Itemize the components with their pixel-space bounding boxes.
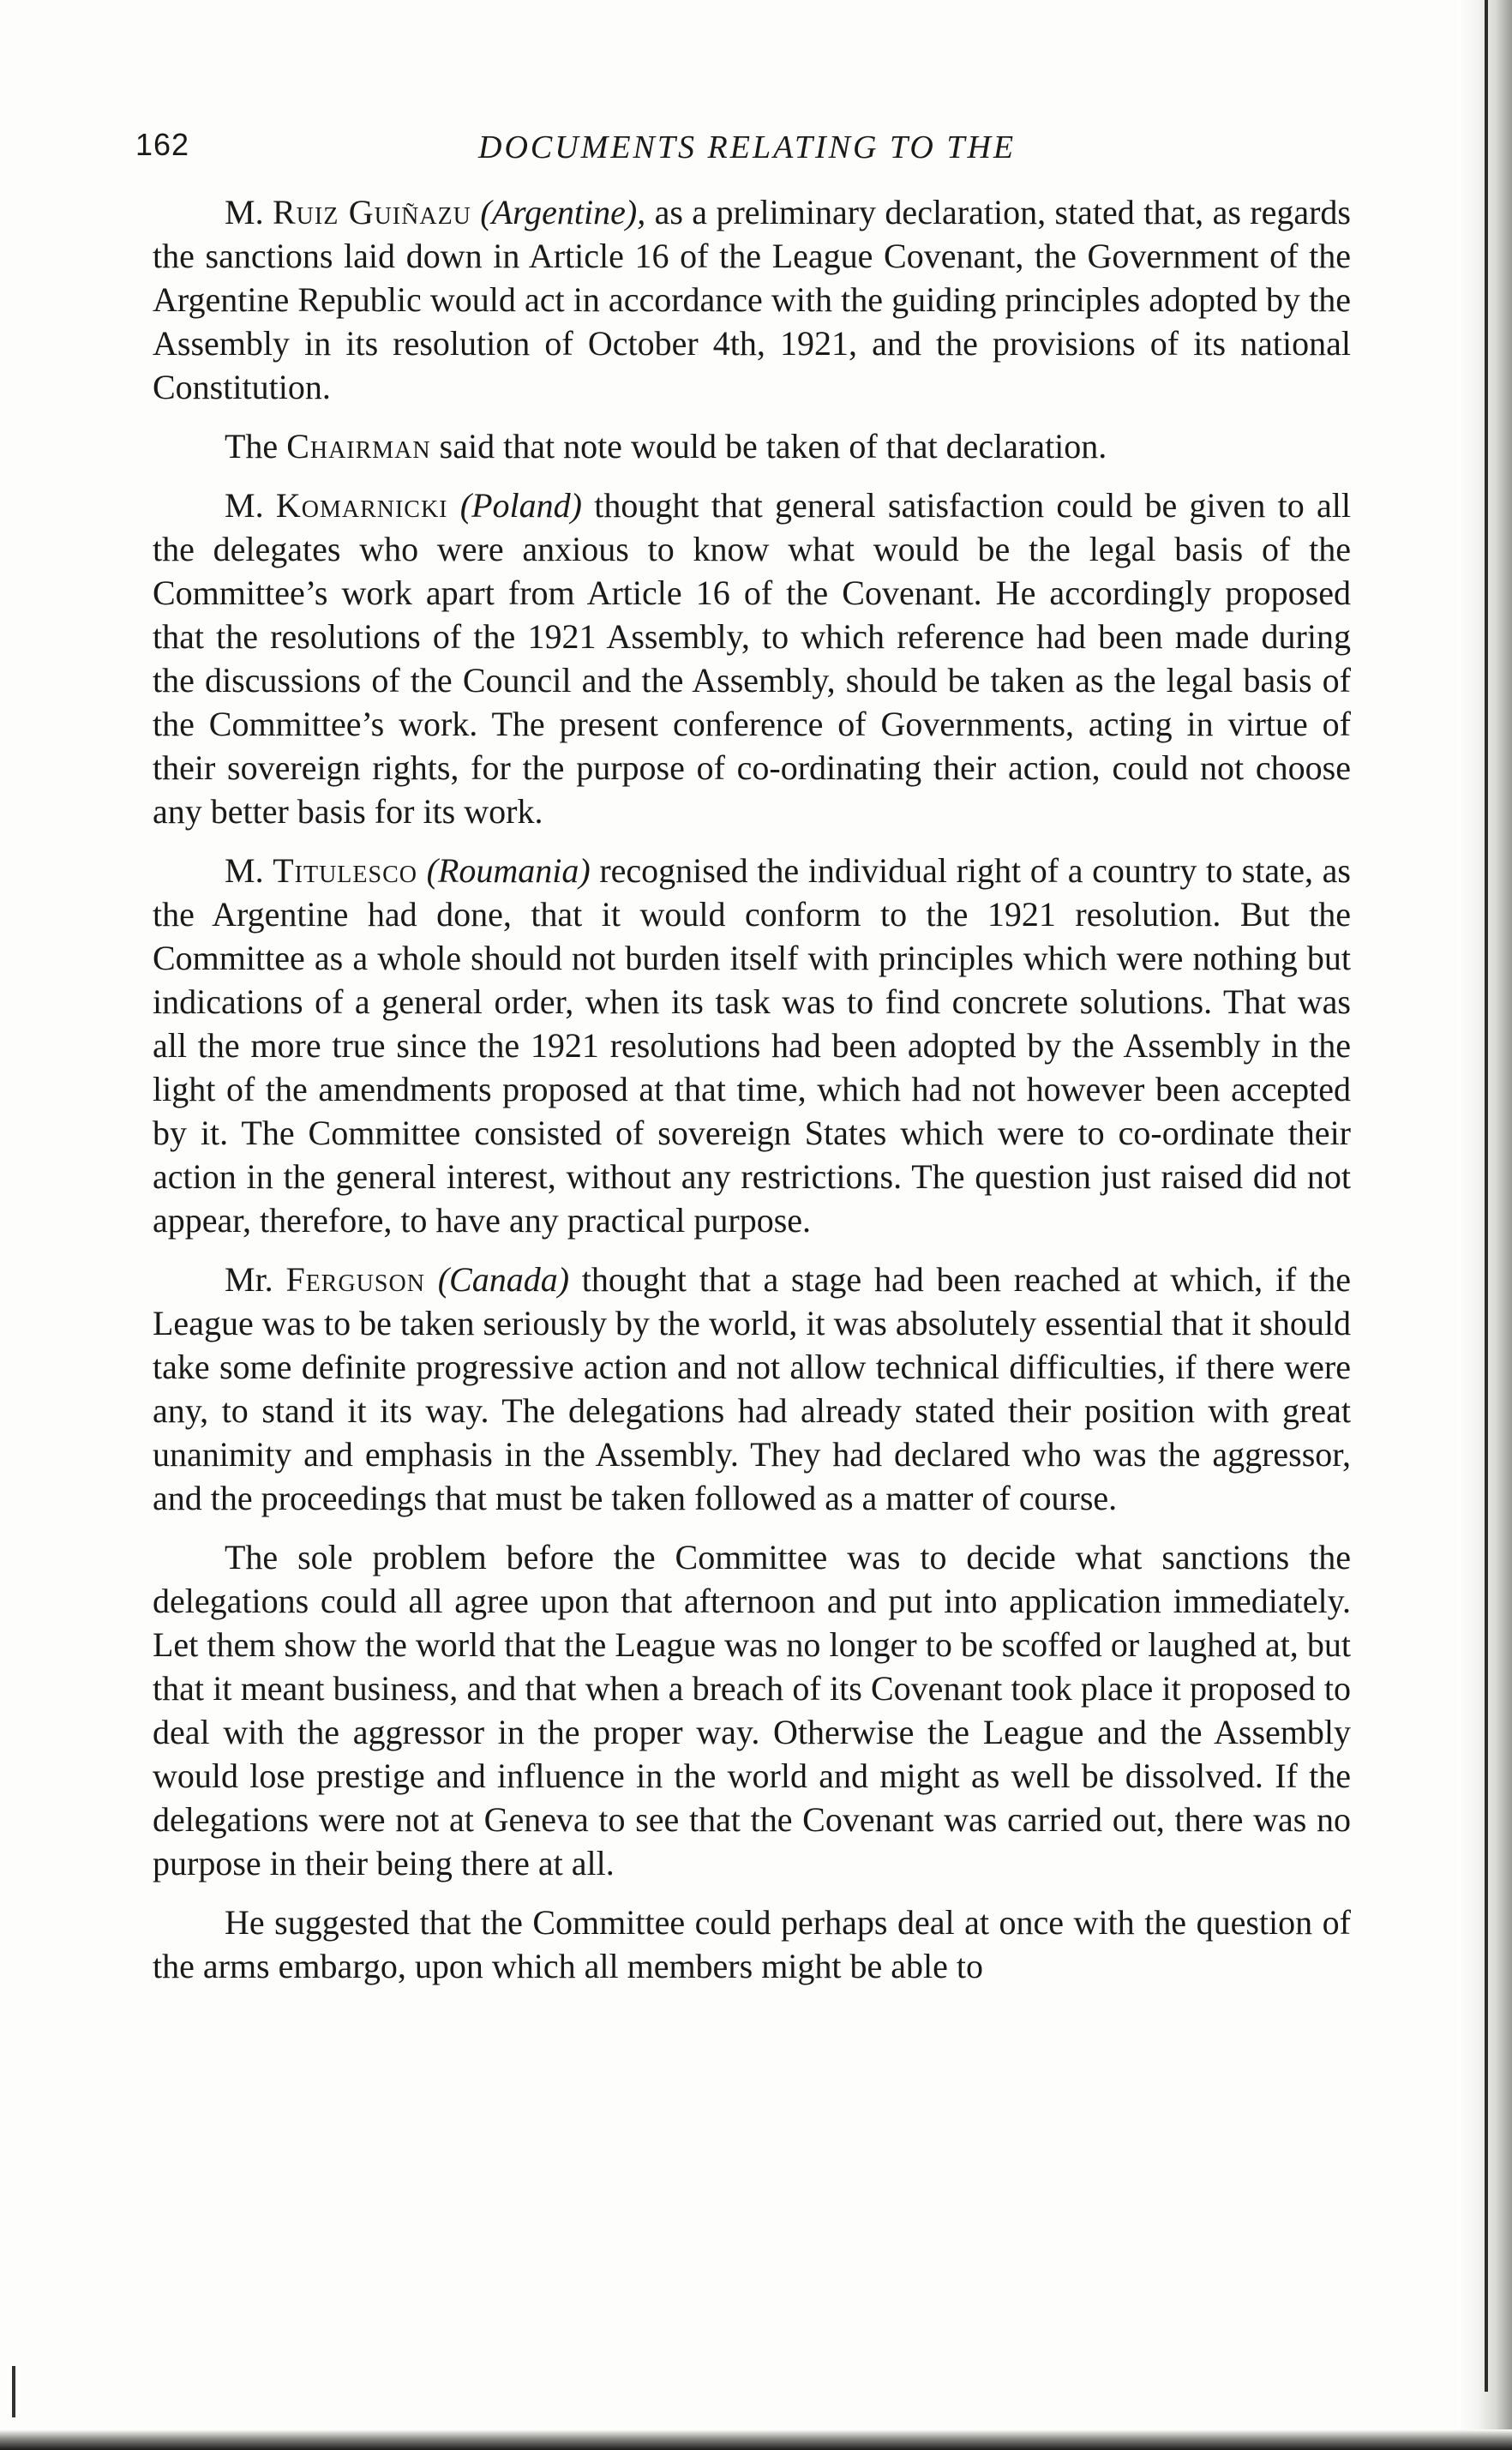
paragraph-ferguson [153, 1258, 1351, 1520]
speaker-name: Ferguson [285, 1260, 425, 1299]
speaker-country: (Poland) [459, 486, 582, 525]
paragraph-text: He suggested that the Committee could perhaps deal at once with the question of the arms embargo, upon which all members might be able to [153, 1903, 1351, 1985]
paragraph-komarnicki [153, 483, 1351, 833]
paragraph-text: The sole problem before the Committee was to decide what sanctions the delegations could all agree upon that afternoon and put into application immediately. Let them show the world that the League was no longer to be scoffed or laughed at, but that it meant business, and that when a breach of its Covenant took place it proposed to deal with the aggressor in the proper way. Otherwise the League and the Assembly would lose prestige and influence in the world and might as well be dissolved. If the delegations were not at Geneva to see that the Covenant was carried out, there was no purpose in their being there at all. [153, 1538, 1351, 1883]
paragraph-prefix: M. [225, 486, 276, 525]
paragraph-text: as a preliminary declaration, stated that, as regards the sanctions laid down in Article 16 of the League Covenant, the Government of the Argentine Republic would act in accordance with the guiding principles adopted by the Assembly in its resolution of October 4th, 1921, and the provisions of its national Constitution. [153, 193, 1352, 406]
paragraph-sole-problem [153, 1535, 1351, 1885]
speaker-country: (Argentine), [480, 193, 646, 231]
paragraph-chairman [153, 424, 1351, 468]
page-header [135, 127, 1378, 175]
paragraph-text: recognised the individual right of a country to state, as the Argentine had done, that it would conform to the 1921 resolution. But the Committee as a whole should not burden itself with principles which were nothing but indications of a general order, when its task was to find concrete solutions. That was all the more true since the 1921 resolutions had been adopted by the Assembly in the light of the amendments proposed at that time, which had not however been accepted by it. The Committee consisted of sovereign States which were to co-ordinate their action in the general interest, without any restrictions. The question just raised did not appear, therefore, to have any practical purpose. [153, 851, 1351, 1240]
paragraph-prefix: M. [225, 193, 273, 231]
speaker-name: Titulesco [273, 851, 417, 890]
paragraph-arms-embargo [153, 1901, 1351, 1988]
paragraph-titulesco [153, 849, 1351, 1242]
paragraph-prefix: The [225, 427, 287, 465]
speaker-name: Chairman [286, 427, 431, 465]
paragraph-prefix: M. [225, 851, 273, 890]
body-text [153, 190, 1351, 1988]
page-number: 162 [135, 127, 190, 162]
running-title: DOCUMENTS RELATING TO THE [478, 129, 1017, 165]
paragraph-text: thought that a stage had been reached at which, if the League was to be taken seriously by the world, it was absolutely essential that it should take some definite progressive action and not allow technical difficulties, if there were any, to stand it its way. The delegations had already stated their position with great unanimity and emphasis in the Assembly. They had declared who was the aggressor, and the proceedings that must be taken followed as a matter of course. [153, 1260, 1351, 1517]
paragraph-text: said that note would be taken of that declaration. [430, 427, 1107, 465]
paragraph-prefix: Mr. [225, 1260, 286, 1299]
speaker-country: (Roumania) [426, 851, 591, 890]
margin-mark [12, 2366, 15, 2417]
page-bottom-edge [0, 2429, 1512, 2450]
binding-rule [1485, 0, 1488, 2392]
paragraph-ruiz-guinazu [153, 190, 1351, 409]
speaker-name: Komarnicki [275, 486, 448, 525]
speaker-country: (Canada) [437, 1260, 570, 1299]
speaker-name: Ruiz Guiñazu [272, 193, 471, 231]
paragraph-text: thought that general satisfaction could be given to all the delegates who were anxious to know what would be the legal basis of the Committee’s work apart from Article 16 of the Covenant. He accordingly proposed that the resolutions of the 1921 Assembly, to which reference had been made during the discussions of the Council and the Assembly, should be taken as the legal basis of the Committee’s work. The present conference of Governments, acting in virtue of their sovereign rights, for the purpose of co-ordinating their action, could not choose any better basis for its work. [153, 486, 1351, 831]
